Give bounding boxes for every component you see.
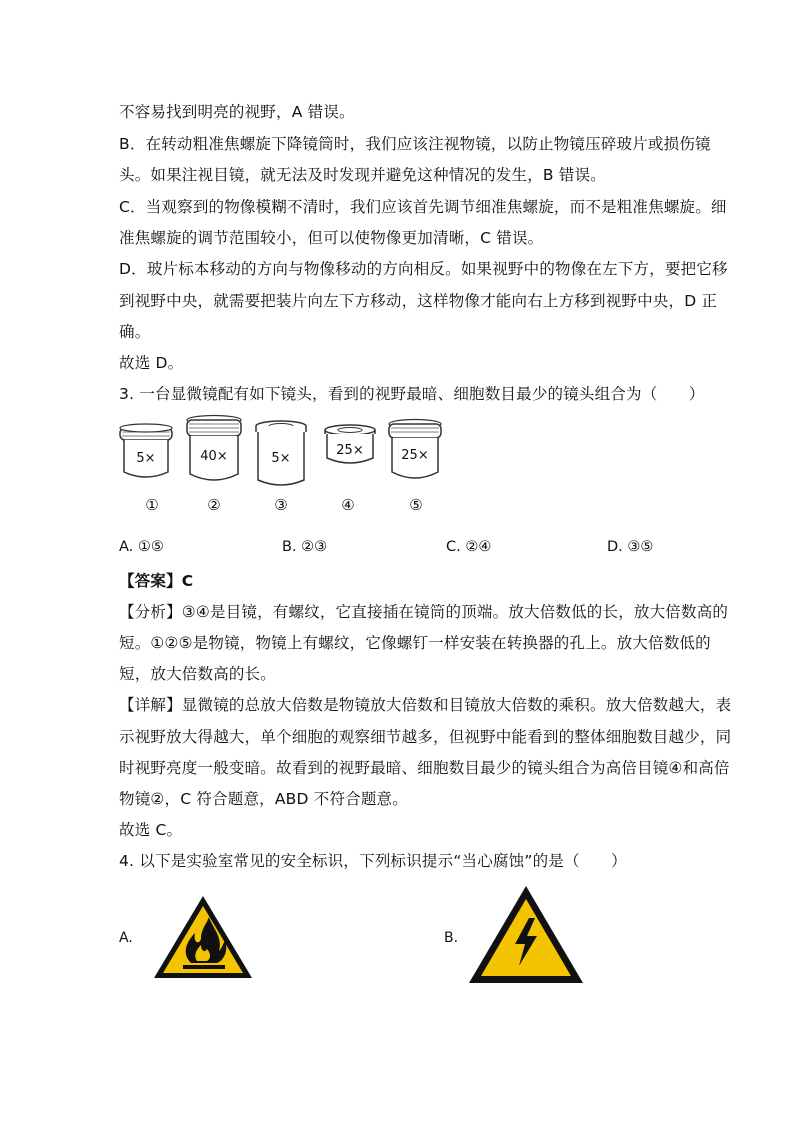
lens-magnification: 5× — [136, 451, 156, 466]
objective-lens-icon — [385, 416, 445, 490]
detail-line: 物镜②，C 符合题意，ABD 不符合题意。 — [119, 790, 408, 808]
eyepiece-lens-icon — [253, 418, 309, 492]
option-b-label: B. — [444, 930, 459, 946]
paragraph-line: 准焦螺旋的调节范围较小，但可以使物像更加清晰，C 错误。 — [119, 229, 544, 247]
detail-line: 示视野放大得越大，单个细胞的观察细节越多，但视野中能看到的整体细胞数目越少，同 — [119, 728, 732, 746]
lens-magnification: 5× — [271, 451, 291, 466]
question-4-text: 4. 以下是实验室常见的安全标识，下列标识提示“当心腐蚀”的是（ ） — [119, 852, 627, 870]
detail-line: 【详解】显微镜的总放大倍数是物镜放大倍数和目镜放大倍数的乘积。放大倍数越大，表 — [119, 696, 732, 714]
analysis-line: 短，放大倍数高的长。 — [119, 665, 277, 683]
answer-line: 【答案】C — [119, 572, 194, 590]
analysis-line: 短。①②⑤是物镜，物镜上有螺纹，它像螺钉一样安装在转换器的孔上。放大倍数低的 — [119, 634, 711, 652]
analysis-line: 【分析】③④是目镜，有螺纹，它直接插在镜筒的顶端。放大倍数低的长，放大倍数高的 — [119, 603, 729, 621]
paragraph-line: 头。如果注视目镜，就无法及时发现并避免这种情况的发生，B 错误。 — [119, 166, 606, 184]
objective-lens-icon — [118, 420, 178, 488]
option-d: D. ③⑤ — [607, 539, 654, 555]
electric-shock-warning-icon — [467, 884, 585, 986]
lens-number: ⑤ — [409, 496, 423, 514]
paragraph-line: 确。 — [119, 323, 151, 341]
option-a: A. ①⑤ — [119, 539, 164, 555]
lens-number: ③ — [274, 496, 288, 514]
option-c: C. ②④ — [446, 539, 492, 555]
option-a-label: A. — [119, 930, 133, 946]
flammable-warning-icon — [151, 893, 255, 981]
lens-number: ② — [207, 496, 221, 514]
option-b: B. ②③ — [282, 539, 328, 555]
question-3-text: 3. 一台显微镜配有如下镜头，看到的视野最暗、细胞数目最少的镜头组合为（ ） — [119, 385, 705, 403]
eyepiece-lens-icon — [322, 422, 378, 472]
paragraph-line: 不容易找到明亮的视野，A 错误。 — [119, 103, 355, 121]
lens-magnification: 25× — [336, 443, 364, 458]
lens-magnification: 25× — [401, 448, 429, 463]
conclusion-line: 故选 C。 — [119, 821, 183, 839]
lens-number: ④ — [341, 496, 355, 514]
paragraph-line: D．玻片标本移动的方向与物像移动的方向相反。如果视野中的物像在左下方，要把它移 — [119, 260, 728, 278]
paragraph-line: C．当观察到的物像模糊不清时，我们应该首先调节细准焦螺旋，而不是粗准焦螺旋。细 — [119, 198, 727, 216]
lens-number: ① — [145, 496, 159, 514]
lens-magnification: 40× — [200, 449, 228, 464]
paragraph-line: 到视野中央，就需要把装片向左下方移动，这样物像才能向右上方移到视野中央，D 正 — [119, 292, 718, 310]
paragraph-line: 故选 D。 — [119, 354, 184, 372]
detail-line: 时视野亮度一般变暗。故看到的视野最暗、细胞数目最少的镜头组合为高倍目镜④和高倍 — [119, 759, 730, 777]
paragraph-line: B．在转动粗准焦螺旋下降镜筒时，我们应该注视物镜，以防止物镜压碎玻片或损伤镜 — [119, 135, 711, 153]
objective-lens-icon — [183, 412, 245, 492]
